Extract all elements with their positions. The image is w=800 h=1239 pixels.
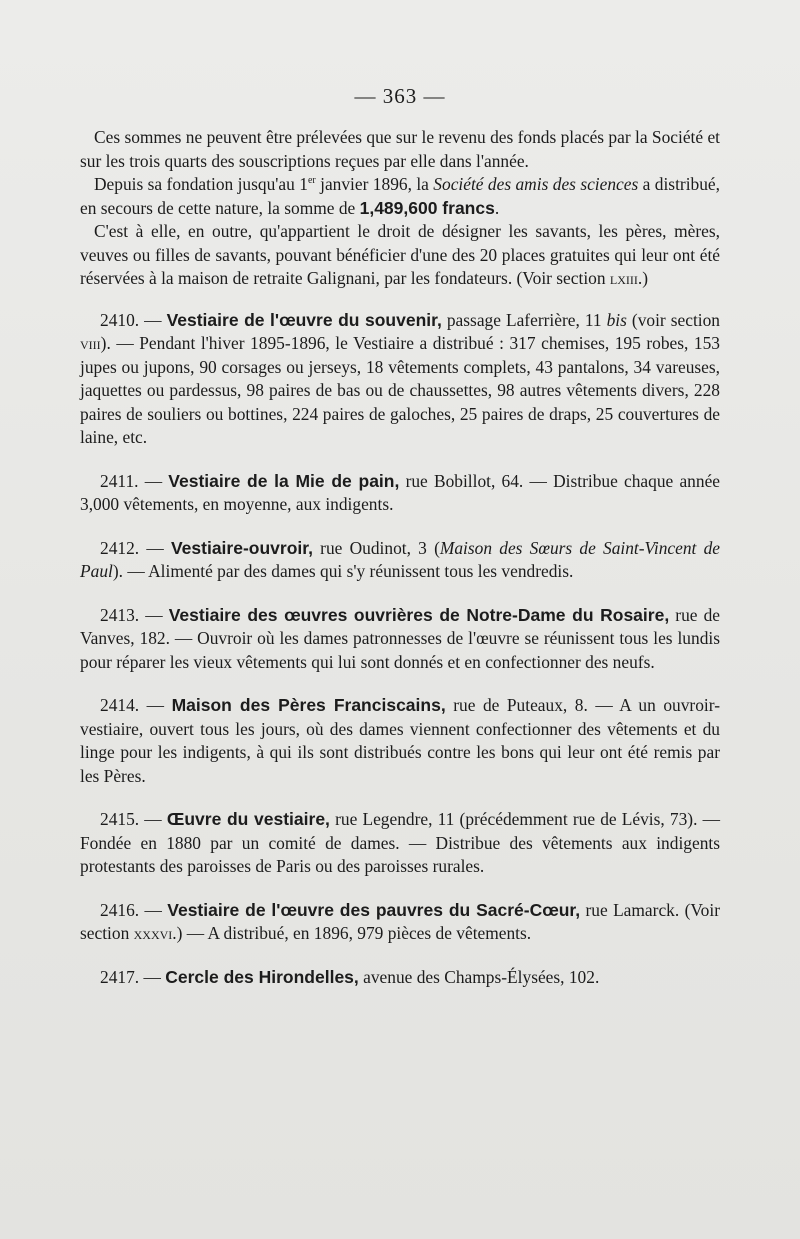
entry-2416: 2416. — Vestiaire de l'œuvre des pauvres du Sacré-Cœur, rue Lamarck. (Voir section xxxvi.) — A distribué, en 1896, 979 pièces de vêtements.	[80, 899, 720, 943]
entry-title: Œuvre du vestiaire,	[166, 809, 330, 829]
entry-2413: 2413. — Vestiaire des œuvres ouvrières de Notre-Dame du Rosaire, rue de Vanves, 182. — Ouvroir où les dames patronnesses de l'œuvre se réunissent tous les lundis pour réparer les vieux vêtements qui lui sont donnés et en confectionner des neufs.	[80, 604, 720, 672]
entry-number: 2415. —	[100, 809, 167, 829]
entry-number: 2410. —	[100, 309, 167, 330]
entry-title: Vestiaire de l'œuvre des pauvres du Sacré-Cœur,	[167, 899, 581, 920]
entry-2410: 2410. — Vestiaire de l'œuvre du souvenir, passage Laferrière, 11 bis (voir section viii). — Pendant l'hiver 1895-1896, le Vestiaire a distribué : 317 chemises, 195 robes, 153 jupes ou jupons, 90 corsages ou jerseys, 18 vêtements complets, 43 pantalons, 34 vareuses, jaquettes ou pardessus, 98 paires de bas ou de chaussettes, 98 autres vêtements divers, 228 paires de souliers ou bottines, 224 paires de galoches, 25 paires de draps, 25 couvertures de laine, etc.	[80, 309, 720, 447]
entry-number: 2416. —	[100, 899, 168, 920]
page-body	[80, 126, 720, 989]
entry-number: 2411. —	[100, 470, 169, 491]
total-amount: 1,489,600 francs	[359, 197, 495, 218]
entry-number: 2412. —	[100, 537, 171, 558]
entry-title: Maison des Pères Franciscains,	[171, 695, 446, 715]
entry-title: Vestiaire-ouvroir,	[170, 537, 313, 558]
entry-2411: 2411. — Vestiaire de la Mie de pain, rue Bobillot, 64. — Distribue chaque année 3,000 vêtements, en moyenne, aux indigents.	[80, 470, 721, 514]
society-name: Société des amis des sciences	[433, 174, 639, 194]
entry-title: Cercle des Hirondelles,	[165, 966, 359, 987]
entry-number: 2413. —	[100, 604, 169, 625]
entry-2414: 2414. — Maison des Pères Franciscains, rue de Puteaux, 8. — A un ouvroir-vestiaire, ouvert tous les jours, où des dames viennent confectionner des vêtements et du linge pour les indigents, à qui ils sont distribués contre les bons qui leur ont été remis par les Pères.	[80, 695, 720, 786]
page-number: — 363 —	[354, 84, 446, 108]
intro-paragraph-2: Depuis sa fondation jusqu'au 1er janvier 1896, la Société des amis des sciences a distribué, en secours de cette nature, la somme de 1,489,600 francs.	[80, 174, 720, 218]
entry-number: 2417. —	[100, 966, 166, 987]
entry-title: Vestiaire des œuvres ouvrières de Notre-Dame du Rosaire,	[168, 604, 670, 625]
intro-paragraph-3: C'est à elle, en outre, qu'appartient le droit de désigner les savants, les pères, mères, veuves ou filles de savants, pouvant bénéficier d'une des 20 places gratuites qui leur ont été réservées à la maison de retraite Galignani, par les fondateurs. (Voir section lxiii.)	[80, 221, 720, 288]
entry-2417: 2417. — Cercle des Hirondelles, avenue des Champs-Élysées, 102.	[100, 966, 600, 987]
entry-2412: 2412. — Vestiaire-ouvroir, rue Oudinot, 3 (Maison des Sœurs de Saint-Vincent de Paul). — Alimenté par des dames qui s'y réunissent tous les vendredis.	[80, 537, 721, 581]
entry-number: 2414. —	[100, 695, 172, 715]
intro-paragraph-1: Ces sommes ne peuvent être prélevées que sur le revenu des fonds placés par la Société et sur les trois quarts des souscriptions reçues par elle dans l'année.	[80, 127, 720, 171]
entry-2415: 2415. — Œuvre du vestiaire, rue Legendre, 11 (précédemment rue de Lévis, 73). — Fondée en 1880 par un comité de dames. — Distribue des vêtements aux indigents protestants des paroisses de Paris ou des paroisses rurales.	[80, 809, 720, 876]
entry-title: Vestiaire de la Mie de pain,	[168, 470, 400, 491]
entry-title: Vestiaire de l'œuvre du souvenir,	[166, 309, 442, 330]
